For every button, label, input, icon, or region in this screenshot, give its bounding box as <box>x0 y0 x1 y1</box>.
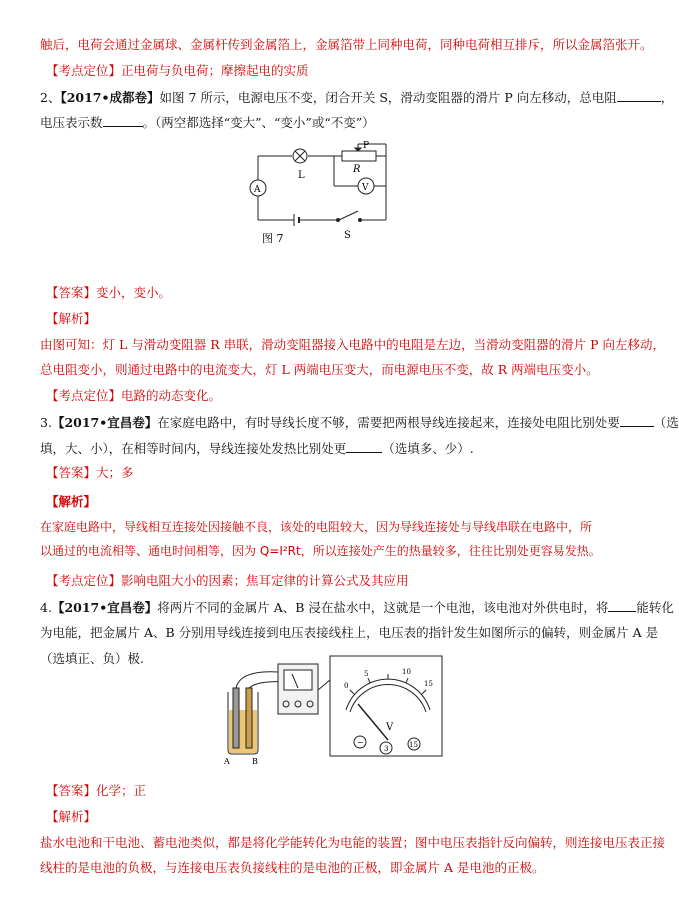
q2-answer <box>46 285 171 301</box>
metal-plate-b <box>246 688 252 748</box>
q3-blank-1 <box>620 414 654 427</box>
q3-analysis-label: 【解析】 <box>46 494 97 509</box>
q2-text: 如图 7 所示，电源电压不变，闭合开关 S，滑动变阻器的滑片 P 向左移动，总电阻 <box>159 90 617 105</box>
q2-number: 2、 <box>40 90 61 105</box>
answer-text: 化学；正 <box>96 783 147 798</box>
keypoint-label: 【考点定位】 <box>46 573 122 588</box>
answer-label: 【答案】 <box>46 285 97 300</box>
intro-keypoint <box>46 63 309 79</box>
meter-symbol-v: V <box>386 722 394 733</box>
q3-blank-2 <box>346 440 382 453</box>
q3-source: 【2017•宜昌卷】 <box>51 415 158 430</box>
rheostat-icon <box>342 151 376 161</box>
q3-text: （选 <box>653 415 679 430</box>
q2-stem-line2 <box>40 114 375 131</box>
label-L: L <box>298 170 305 181</box>
switch-icon <box>339 211 358 220</box>
q3-text: 填，大、小），在相等时间内，导线连接处发热比别处更 <box>40 441 347 456</box>
q2-source: 【2017•成都卷】 <box>60 90 160 105</box>
keypoint-text: 电路的动态变化。 <box>121 388 222 403</box>
keypoint-label: 【考点定位】 <box>46 388 122 403</box>
q4-answer <box>46 783 146 799</box>
q3-text: 在家庭电路中，有时导线长度不够，需要把两根导线连接起来，连接处电阻比别处要 <box>157 415 620 430</box>
label-V: V <box>362 183 369 193</box>
q4-analysis-label: 【解析】 <box>46 809 97 824</box>
q4-number: 4. <box>40 600 52 615</box>
q2-text: 电压表示数 <box>40 115 103 130</box>
q3-number: 3. <box>40 415 52 430</box>
q2-blank-1 <box>617 89 661 102</box>
q3-analysis-line1: 在家庭电路中，导线相互连接处因接触不良，该处的电阻较大，因为导线连接处与导线串联在电路中，所 <box>40 520 593 534</box>
q3-analysis-line2: 以通过的电流相等、通电时间相等，因为 Q=I²Rt，所以连接处产生的热量较多，往往比别处更容易发热。 <box>40 544 601 558</box>
label-A: A <box>254 185 261 195</box>
q4-stem-line3: （选填正、负）极. <box>40 651 144 666</box>
q2-analysis-line1: 由图可知：灯 L 与滑动变阻器 R 串联，滑动变阻器接入电路中的电阻是左边，当滑动变阻器的滑片 P 向左移动， <box>40 337 665 352</box>
answer-label: 【答案】 <box>46 783 97 798</box>
label-plate-a: A <box>224 757 230 766</box>
q4-blank-1 <box>608 599 636 612</box>
q3-stem-line2 <box>40 440 474 457</box>
q4-stem-line1 <box>40 599 674 616</box>
figure-caption: 图 7 <box>262 232 284 245</box>
keypoint-text: 正电荷与负电荷；摩擦起电的实质 <box>121 63 309 78</box>
q4-text: 将两片不同的金属片 A、B 浸在盐水中，这就是一个电池，该电池对外供电时，将 <box>157 600 609 615</box>
q4-analysis-line2: 线柱的是电池的负极，与连接电压表负接线柱的是电池的正极，即金属片 A 是电池的正极。 <box>40 860 545 875</box>
q3-answer <box>46 465 134 481</box>
keypoint-text: 影响电阻大小的因素；焦耳定律的计算公式及其应用 <box>121 573 409 588</box>
q4-text: 能转化 <box>636 600 674 615</box>
q3-keypoint <box>46 573 409 589</box>
q2-stem-line1: 2、【2017•成都卷】如图 7 所示，电源电压不变，闭合开关 S，滑动变阻器的滑片 P 向左移动，总电阻 ， <box>40 90 674 105</box>
q4-analysis-line1: 盐水电池和干电池、蓄电池类似，都是将化学能转化为电能的装置；图中电压表指针反向偏转，则连接电压表正接 <box>40 835 666 850</box>
terminal-minus: − <box>357 738 364 747</box>
q4-source: 【2017•宜昌卷】 <box>51 600 158 615</box>
battery-voltmeter-figure <box>218 650 450 766</box>
keypoint-label: 【考点定位】 <box>46 63 122 78</box>
tick-5: 5 <box>364 670 369 678</box>
q3-text: （选填多、少）. <box>382 441 474 456</box>
label-P: P <box>363 141 370 151</box>
tick-10: 10 <box>402 668 411 676</box>
q2-analysis-line2: 总电阻变小，则通过电路中的电流变大，灯 L 两端电压变大，而电源电压不变，故 R 两端电压变小。 <box>40 362 599 377</box>
label-R: R <box>353 164 361 175</box>
q2-analysis-label: 【解析】 <box>46 311 97 326</box>
q2-blank-2 <box>103 114 143 127</box>
answer-label: 【答案】 <box>46 465 97 480</box>
answer-text: 大；多 <box>96 465 134 480</box>
tick-0: 0 <box>344 682 349 690</box>
intro-line: 触后，电荷会通过金属球、金属杆传到金属箔上，金属箔带上同种电荷，同种电荷相互排斥，所以金属箔张开。 <box>40 37 653 52</box>
circuit-figure-7 <box>240 138 400 250</box>
q2-keypoint <box>46 388 221 404</box>
metal-plate-a <box>233 688 239 748</box>
tick-15: 15 <box>424 680 433 688</box>
meter-closeup <box>330 656 442 756</box>
answer-text: 变小，变小。 <box>96 285 172 300</box>
q2-text: 。（两空都选择“变大”、“变小”或“不变”） <box>142 115 375 130</box>
terminal-15: 15 <box>409 741 418 749</box>
terminal-3: 3 <box>384 745 389 753</box>
label-S: S <box>344 230 351 241</box>
q3-stem-line1 <box>40 414 679 431</box>
q4-stem-line2: 为电能，把金属片 A、B 分别用导线连接到电压表接线柱上，电压表的指针发生如图所示的偏转，则金属片 A 是 <box>40 625 659 640</box>
label-plate-b: B <box>252 757 258 766</box>
